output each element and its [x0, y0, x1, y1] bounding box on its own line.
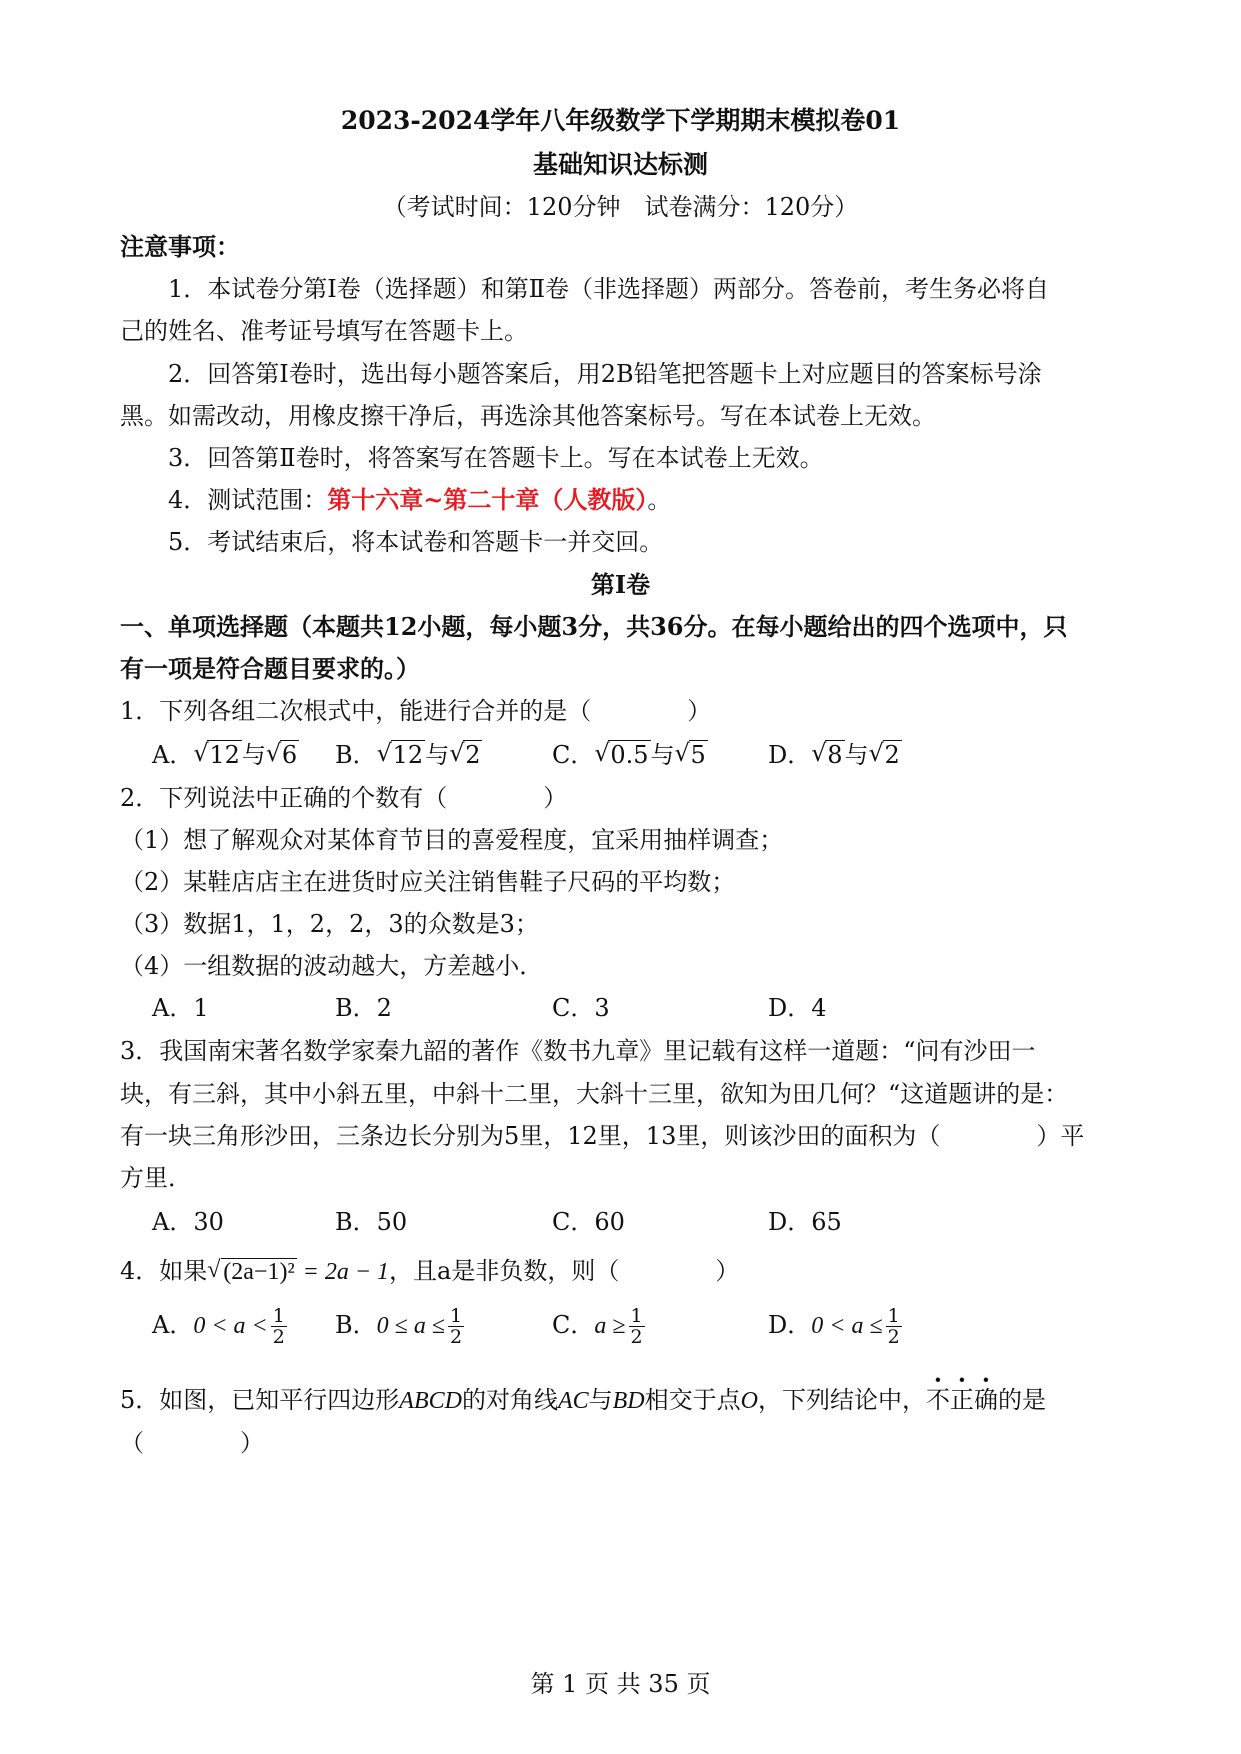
q4-equals: = 2a − 1 [296, 1259, 390, 1285]
q1-a-rad2: √ 6 [266, 738, 299, 772]
q1-d-rad2: √ 2 [869, 738, 902, 772]
q1-b-joiner: 与 [425, 741, 450, 769]
notice-item-1a: 1．本试卷分第Ⅰ卷（选择题）和第Ⅱ卷（非选择题）两部分。答卷前，考生务必将自 [168, 275, 1050, 303]
q4-a-lead: 0 < a < [193, 1313, 268, 1339]
q3-d-label: D． [768, 1208, 812, 1236]
notice-item-1b: 己的姓名、准考证号填写在答题卡上。 [120, 317, 528, 345]
q5-text-f: 的是 [997, 1386, 1046, 1414]
q4-option-d [768, 1306, 902, 1347]
exam-subtitle: 基础知识达标测 [532, 150, 708, 179]
q4-d-fraction: $\frac{1}{2}$ [887, 1305, 900, 1348]
notice-item-4-suffix: 。 [647, 486, 672, 514]
q1-option-d [768, 738, 902, 772]
q5-text-a: 5．如图，已知平行四边形 [120, 1386, 400, 1414]
q4-b-lead: 0 ≤ a ≤ [376, 1313, 445, 1339]
q2-option-a: A．1 [152, 994, 209, 1022]
q1-d-label: D． [768, 741, 812, 769]
q3-line-2: 块，有三斜，其中小斜五里，中斜十二里，大斜十三里，欲知为田几何？“这道题讲的是： [120, 1080, 1069, 1108]
q3-b-label: B． [335, 1208, 377, 1236]
q5-bd: BD [612, 1388, 645, 1414]
q3-line-3: 有一块三角形沙田，三条边长分别为5里，12里，13里，则该沙田的面积为（ ）平 [120, 1122, 1085, 1150]
q3-line-4: 方里． [120, 1164, 192, 1192]
q4-c-fraction: $\frac{1}{2}$ [630, 1305, 643, 1348]
q1-b-rad1: √ 12 [377, 738, 426, 772]
q5-text-e: ，下列结论中， [757, 1386, 926, 1414]
q5-line-2: （ ） [120, 1429, 264, 1457]
q5-line-1 [120, 1383, 1131, 1418]
q5-abcd: ABCD [399, 1388, 462, 1414]
q3-c-label: C． [552, 1208, 595, 1236]
q1-option-b [335, 738, 482, 772]
q3-a-value: 30 [193, 1208, 224, 1236]
exam-title: 2023-2024学年八年级数学下学期期末模拟卷01 [340, 106, 901, 135]
q3-a-label: A． [152, 1208, 194, 1236]
notice-heading: 注意事项： [120, 232, 240, 261]
q5-emphasis-2: 正 [949, 1386, 974, 1414]
q1-d-joiner: 与 [844, 741, 869, 769]
q2-statement-2: （2）某鞋店店主在进货时应关注销售鞋子尺码的平均数； [120, 868, 736, 896]
q3-d-value: 65 [811, 1208, 842, 1236]
test-scope: 第十六章~第二十章（人教版） [327, 485, 648, 514]
q2-option-b: B．2 [335, 994, 392, 1022]
q5-ac: AC [557, 1388, 589, 1414]
q1-b-label: B． [335, 741, 377, 769]
q1-b-rad2: √ 2 [449, 738, 482, 772]
q3-option-c [552, 1205, 625, 1239]
q4-radical: √ (2a−1)² [207, 1255, 296, 1289]
q1-stem: 1．下列各组二次根式中，能进行合并的是（ ） [120, 697, 712, 725]
q4-prefix: 4．如果 [120, 1257, 208, 1285]
q4-c-label: C． [552, 1311, 595, 1339]
section1-heading-b: 有一项是符合题目要求的。） [120, 654, 420, 683]
q4-b-fraction: $\frac{1}{2}$ [449, 1305, 463, 1348]
q1-a-label: A． [152, 741, 194, 769]
q5-emphasis-3: 确 [973, 1386, 998, 1414]
q4-d-lead: 0 < a ≤ [811, 1313, 883, 1339]
page-footer: 第 1 页 共 35 页 [530, 1670, 711, 1698]
notice-item-5: 5．考试结束后，将本试卷和答题卡一并交回。 [168, 528, 664, 556]
part1-heading: 第Ⅰ卷 [590, 570, 651, 599]
q4-stem [120, 1254, 1131, 1289]
q5-o: O [740, 1388, 758, 1414]
q2-stem: 2．下列说法中正确的个数有（ ） [120, 784, 568, 812]
q1-a-joiner: 与 [241, 741, 266, 769]
q1-c-label: C． [552, 741, 595, 769]
q2-statement-4: （4）一组数据的波动越大，方差越小． [120, 952, 544, 980]
q1-option-c [552, 738, 708, 772]
q5-emphasis-1: 不 [925, 1386, 950, 1414]
q1-d-rad1: √ 8 [811, 738, 844, 772]
q4-option-c [552, 1306, 645, 1347]
q5-text-c: 与 [588, 1386, 613, 1414]
q3-option-a [152, 1205, 224, 1239]
q4-a-label: A． [152, 1311, 194, 1339]
notice-item-4-prefix: 4．测试范围： [168, 486, 328, 514]
q4-b-label: B． [335, 1311, 377, 1339]
q1-a-rad1: √ 12 [193, 738, 242, 772]
q4-option-a [152, 1306, 287, 1347]
q4-c-lead: a ≥ [594, 1313, 626, 1339]
q2-statement-1: （1）想了解观众对某体育节目的喜爱程度，宜采用抽样调查； [120, 826, 784, 854]
section1-heading-a: 一、单项选择题（本题共12小题，每小题3分，共36分。在每小题给出的四个选项中，只 [120, 612, 1068, 641]
q2-option-c: C．3 [552, 994, 610, 1022]
exam-info: （考试时间：120分钟 试卷满分：120分） [382, 193, 859, 221]
q5-text-b: 的对角线 [461, 1386, 558, 1414]
q1-option-a [152, 738, 299, 772]
q1-c-rad2: √ 5 [675, 738, 708, 772]
q3-line-1: 3．我国南宋著名数学家秦九韶的著作《数书九章》里记载有这样一道题：“问有沙田一 [120, 1037, 1036, 1065]
q4-option-b [335, 1306, 464, 1347]
q1-c-joiner: 与 [650, 741, 675, 769]
q3-option-d [768, 1205, 842, 1239]
notice-item-4 [168, 483, 1131, 517]
q4-suffix: ，且a是非负数，则（ ） [389, 1257, 740, 1285]
q2-option-d: D．4 [768, 994, 827, 1022]
q4-d-label: D． [768, 1311, 812, 1339]
notice-item-2b: 黑。如需改动，用橡皮擦干净后，再选涂其他答案标号。写在本试卷上无效。 [120, 402, 936, 430]
q2-statement-3: （3）数据1，1，2，2，3的众数是3； [120, 910, 539, 938]
q4-a-fraction: $\frac{1}{2}$ [272, 1305, 285, 1348]
q3-c-value: 60 [594, 1208, 625, 1236]
q3-option-b [335, 1205, 407, 1239]
notice-item-3: 3．回答第Ⅱ卷时，将答案写在答题卡上。写在本试卷上无效。 [168, 444, 824, 472]
notice-item-2a: 2．回答第Ⅰ卷时，选出每小题答案后，用2B铅笔把答题卡上对应题目的答案标号涂 [168, 360, 1042, 388]
q1-c-rad1: √ 0.5 [594, 738, 650, 772]
q5-text-d: 相交于点 [644, 1386, 741, 1414]
q3-b-value: 50 [376, 1208, 408, 1236]
